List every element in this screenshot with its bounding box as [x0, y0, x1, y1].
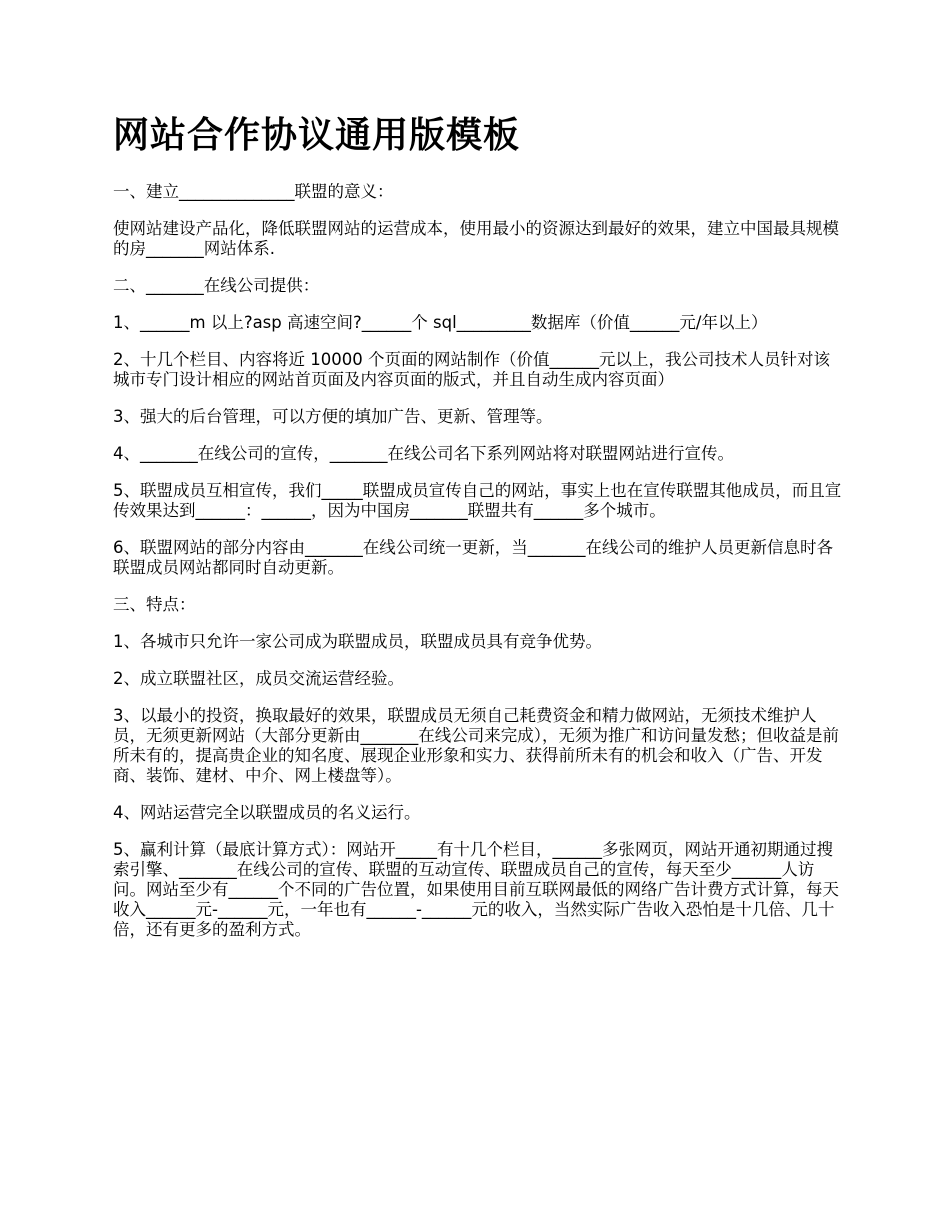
list-item: 3、强大的后台管理，可以方便的填加广告、更新、管理等。: [113, 407, 553, 426]
paragraph: 使网站建设产品化，降低联盟网站的运营成本，使用最小的资源达到最好的效果，建立中国最具规模的房_______网站体系.: [113, 219, 839, 258]
list-item: 4、_______在线公司的宣传，_______在线公司名下系列网站将对联盟网站进行宣传。: [113, 444, 734, 463]
list-item: 2、十几个栏目、内容将近 10000 个页面的网站制作（价值______元以上，我公司技术人员针对该城市专门设计相应的网站首页面及内容页面的版式，并且自动生成内容页面）: [113, 350, 830, 389]
list-item: 5、联盟成员互相宣传，我们_____联盟成员宣传自己的网站，事实上也在宣传联盟其他成员，而且宣传效果达到______：______，因为中国房_______联盟共有______多个城市。: [113, 481, 842, 520]
list-item: 4、网站运营完全以联盟成员的名义运行。: [113, 803, 421, 822]
list-item: 3、以最小的投资，换取最好的效果，联盟成员无须自己耗费资金和精力做网站，无须技术维护人员，无须更新网站（大部分更新由_______在线公司来完成），无须为推广和访问量发愁；但收益是前所未有的，提高贵企业的知名度、展现企业形象和实力、获得前所未有的机会和收入（广告、开发商、装饰、建材、中介、网上楼盘等）。: [113, 706, 839, 785]
document-title: 网站合作协议通用版模板: [113, 115, 521, 156]
section-heading-3: 三、特点：: [113, 595, 196, 614]
document-page: [113, 108, 843, 957]
list-item: 2、成立联盟社区，成员交流运营经验。: [113, 669, 404, 688]
section-heading-1: 一、建立______________联盟的意义：: [113, 182, 394, 201]
list-item: 1、各城市只允许一家公司成为联盟成员，联盟成员具有竞争优势。: [113, 632, 602, 651]
section-heading-2: 二、_______在线公司提供：: [113, 276, 320, 295]
list-item: 5、赢利计算（最底计算方式）：网站开_____有十几个栏目，______多张网页，网站开通初期通过搜索引擎、_______在线公司的宣传、联盟的互动宣传、联盟成员自己的宣传，每天至少______人访问。网站至少有______个不同的广告位置，如果使用目前互联网最低的网络广告计费方式计算，每天收入______元-______元，一年也有______-______元的收入，当然实际广告收入恐怕是十几倍、几十倍，还有更多的盈利方式。: [113, 840, 839, 939]
list-item: 1、______m 以上?asp 高速空间?______个 sql_________数据库（价值______元/年以上）: [113, 313, 768, 332]
list-item: 6、联盟网站的部分内容由_______在线公司统一更新，当_______在线公司的维护人员更新信息时各联盟成员网站都同时自动更新。: [113, 538, 833, 577]
